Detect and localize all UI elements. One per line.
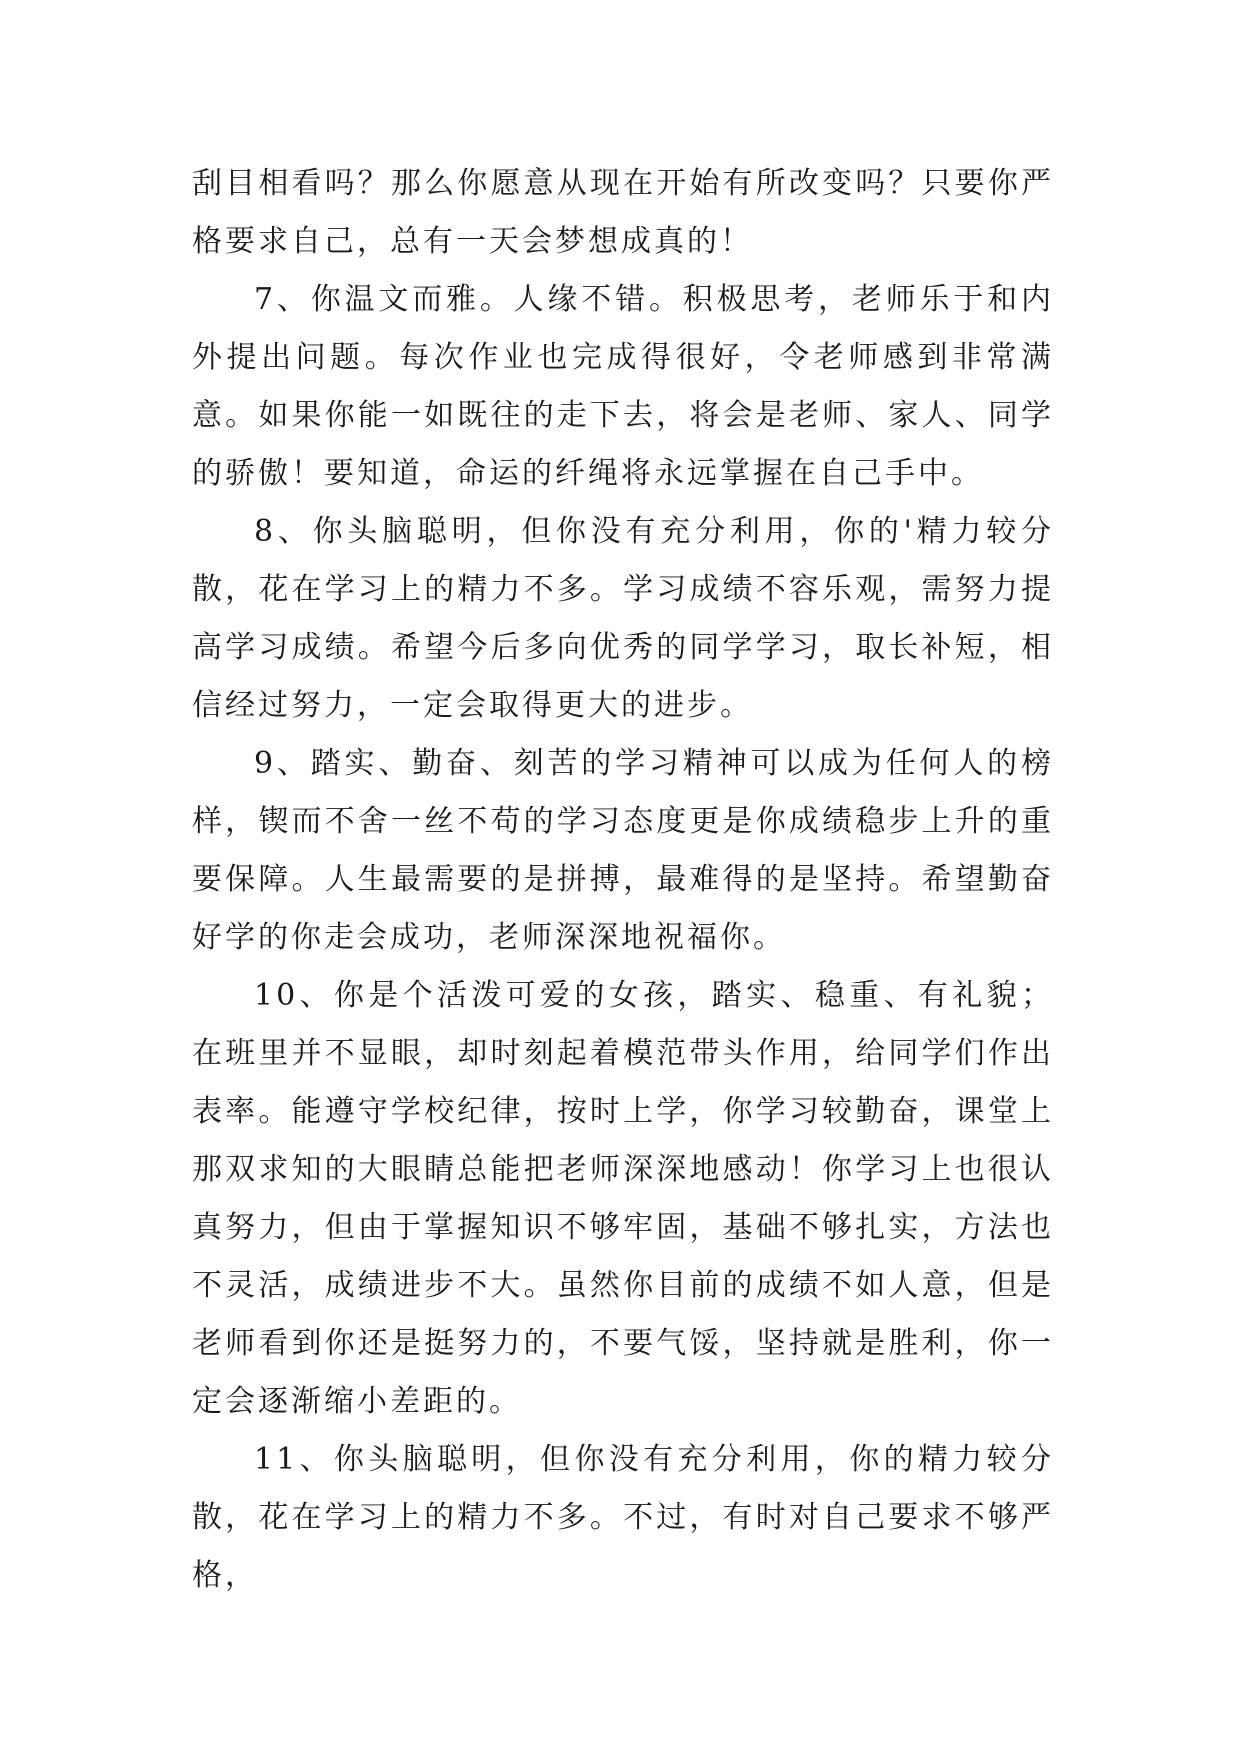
paragraph-11: 11、你头脑聪明，但你没有充分利用，你的精力较分散，花在学习上的精力不多。不过，有时对自己要求不够严格， (192, 1442, 1054, 1593)
paragraph-8: 8、你头脑聪明，但你没有充分利用，你的'精力较分散，花在学习上的精力不多。学习成绩不容乐观，需努力提高学习成绩。希望今后多向优秀的同学学习，取长补短，相信经过努力，一定会取得更大的进步。 (192, 514, 1054, 723)
document-body (192, 155, 1054, 1605)
paragraph-10: 10、你是个活泼可爱的女孩，踏实、稳重、有礼貌；在班里并不显眼，却时刻起着模范带头作用，给同学们作出表率。能遵守学校纪律，按时上学，你学习较勤奋，课堂上那双求知的大眼睛总能把老师深深地感动！你学习上也很认真努力，但由于掌握知识不够牢固，基础不够扎实，方法也不灵活，成绩进步不大。虽然你目前的成绩不如人意，但是老师看到你还是挺努力的，不要气馁，坚持就是胜利，你一定会逐渐缩小差距的。 (192, 978, 1054, 1419)
paragraph-continuation: 刮目相看吗？那么你愿意从现在开始有所改变吗？只要你严格要求自己，总有一天会梦想成真的！ (192, 166, 1054, 259)
paragraph-9: 9、踏实、勤奋、刻苦的学习精神可以成为任何人的榜样，锲而不舍一丝不苟的学习态度更是你成绩稳步上升的重要保障。人生最需要的是拼搏，最难得的是坚持。希望勤奋好学的你走会成功，老师深深地祝福你。 (192, 746, 1054, 955)
paragraph-7: 7、你温文而雅。人缘不错。积极思考，老师乐于和内外提出问题。每次作业也完成得很好，令老师感到非常满意。如果你能一如既往的走下去，将会是老师、家人、同学的骄傲！要知道，命运的纤绳将永远掌握在自己手中。 (192, 282, 1054, 491)
